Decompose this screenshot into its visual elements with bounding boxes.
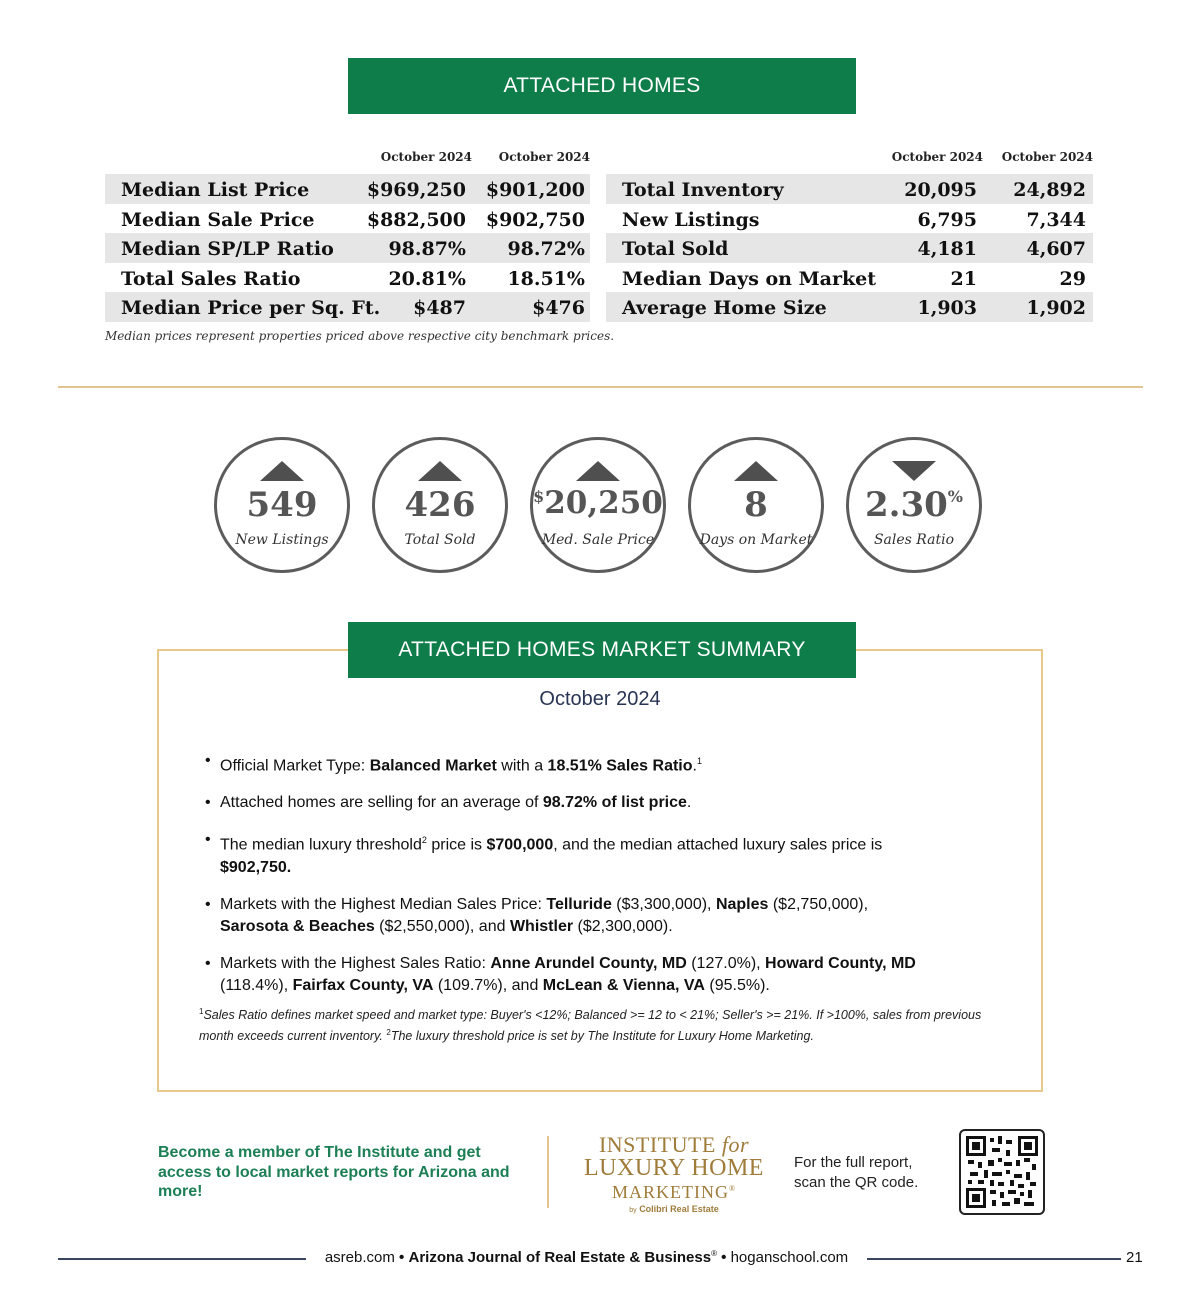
table-row	[606, 263, 1093, 293]
row-value: $487	[413, 297, 466, 319]
stat-value: 426	[404, 485, 476, 525]
list-item: • Attached homes are selling for an average of 98.72% of list price.	[220, 792, 960, 814]
table-row	[606, 233, 1093, 263]
table-row	[606, 204, 1093, 234]
row-label: Median List Price	[121, 179, 310, 201]
row-value: 20,095	[904, 179, 977, 201]
row-value: 98.87%	[388, 238, 466, 260]
list-item: • The median luxury threshold$^2$ price is $700,000, and the median attached luxury sales price is $902,750.	[220, 829, 925, 878]
stat-value: $20,250	[533, 485, 663, 521]
table-header	[105, 140, 590, 174]
row-value: $476	[532, 297, 585, 319]
triangle-up-icon	[576, 461, 620, 481]
column-header: October 2024	[1001, 150, 1093, 164]
qr-instructions: For the full report, scan the QR code.	[794, 1154, 919, 1191]
footer-credits: asreb.com • Arizona Journal of Real Estate & Business® • hoganschool.com	[324, 1249, 849, 1266]
stat-value: 8	[744, 485, 768, 525]
stat-caption: New Listings	[235, 532, 329, 548]
left-stats-table	[105, 140, 590, 322]
table-header	[606, 140, 1093, 174]
stat-circle-new-listings	[214, 437, 350, 573]
row-label: Total Sales Ratio	[121, 267, 301, 290]
triangle-up-icon	[260, 461, 304, 481]
summary-footnote: $^1$Sales Ratio defines market speed and market type: Buyer's <12%; Balanced >= 12 to < 21%; Seller's >= 21%. If >100%, sales from previous month exceeds current inventory. $^2$The luxury threshold price is set by The Institute for Luxury Home Marketing.	[199, 1007, 982, 1044]
table-row	[105, 204, 590, 234]
row-value: 4,607	[1026, 238, 1086, 260]
stat-caption: Days on Market	[699, 532, 813, 548]
table-row	[105, 174, 590, 204]
stat-caption: Med. Sale Price	[541, 532, 655, 548]
membership-promo: Become a member of The Institute and get access to local market reports for Arizona and more!	[158, 1144, 510, 1200]
stat-circle-med-sale-price	[530, 437, 666, 573]
stat-circle-sales-ratio	[846, 437, 982, 573]
row-value: 7,344	[1026, 208, 1086, 231]
stat-caption: Sales Ratio	[873, 532, 955, 548]
section-divider	[58, 386, 1143, 388]
page-number: 21	[1126, 1249, 1143, 1266]
row-label: Median SP/LP Ratio	[121, 238, 334, 260]
summary-date: October 2024	[539, 688, 661, 710]
row-value: 1,903	[917, 297, 977, 319]
stat-caption: Total Sold	[404, 532, 476, 548]
qr-code-icon[interactable]	[959, 1129, 1045, 1215]
column-header: October 2024	[498, 150, 590, 164]
footer-rule-left	[58, 1258, 306, 1260]
stat-value: 549	[246, 485, 318, 525]
row-value: $969,250	[366, 179, 466, 201]
row-value: 18.51%	[507, 267, 585, 290]
row-value: 20.81%	[388, 267, 466, 290]
row-value: 29	[1059, 267, 1086, 290]
row-label: Median Price per Sq. Ft.	[121, 297, 381, 319]
column-header: October 2024	[891, 150, 983, 164]
row-label: Total Inventory	[622, 179, 784, 201]
table-row	[105, 263, 590, 293]
right-stats-table	[606, 140, 1093, 322]
column-header: October 2024	[380, 150, 472, 164]
row-value: 1,902	[1026, 297, 1086, 319]
table-note: Median prices represent properties priced above respective city benchmark prices.	[105, 329, 615, 343]
list-item: • Markets with the Highest Median Sales Price: Telluride ($3,300,000), Naples ($2,750,000), Sarosota & Beaches ($2,550,000), and Whistler ($2,300,000).	[220, 894, 920, 938]
stat-value: 2.30%	[864, 485, 963, 525]
row-value: 24,892	[1013, 179, 1086, 201]
list-item: • Markets with the Highest Sales Ratio: Anne Arundel County, MD (127.0%), Howard County, MD (118.4%), Fairfax County, VA (109.7%), and McLean & Vienna, VA (95.5%).	[220, 953, 955, 997]
row-value: 21	[950, 267, 977, 290]
row-value: 6,795	[917, 208, 977, 231]
table-row	[606, 292, 1093, 322]
summary-bullets	[220, 750, 960, 1012]
row-label: Median Days on Market	[622, 267, 876, 290]
row-value: $882,500	[366, 208, 466, 231]
footer-rule-right	[867, 1258, 1121, 1260]
market-summary-banner: ATTACHED HOMES MARKET SUMMARY	[348, 622, 856, 678]
row-value: 98.72%	[507, 238, 585, 260]
stat-circle-days-on-market	[688, 437, 824, 573]
promo-divider	[547, 1136, 549, 1208]
triangle-up-icon	[734, 461, 778, 481]
row-label: Average Home Size	[622, 297, 827, 319]
table-row	[105, 292, 590, 322]
row-value: $901,200	[485, 179, 585, 201]
row-value: $902,750	[485, 208, 585, 231]
list-item: • Official Market Type: Balanced Market with a 18.51% Sales Ratio.$^1$	[220, 750, 960, 777]
triangle-up-icon	[418, 461, 462, 481]
row-value: 4,181	[917, 238, 977, 260]
footer-link-asreb[interactable]: asreb.com	[324, 1249, 395, 1266]
row-label: Total Sold	[622, 238, 729, 260]
institute-logo: INSTITUTE for LUXURY HOME MARKETING® by Colibri Real Estate	[584, 1132, 764, 1214]
attached-homes-banner: ATTACHED HOMES	[348, 58, 856, 114]
table-row	[105, 233, 590, 263]
table-row	[606, 174, 1093, 204]
triangle-down-icon	[892, 461, 936, 481]
row-label: Median Sale Price	[121, 208, 315, 231]
stat-circle-total-sold	[372, 437, 508, 573]
footer-link-hoganschool[interactable]: hoganschool.com	[730, 1249, 849, 1266]
row-label: New Listings	[622, 208, 760, 231]
